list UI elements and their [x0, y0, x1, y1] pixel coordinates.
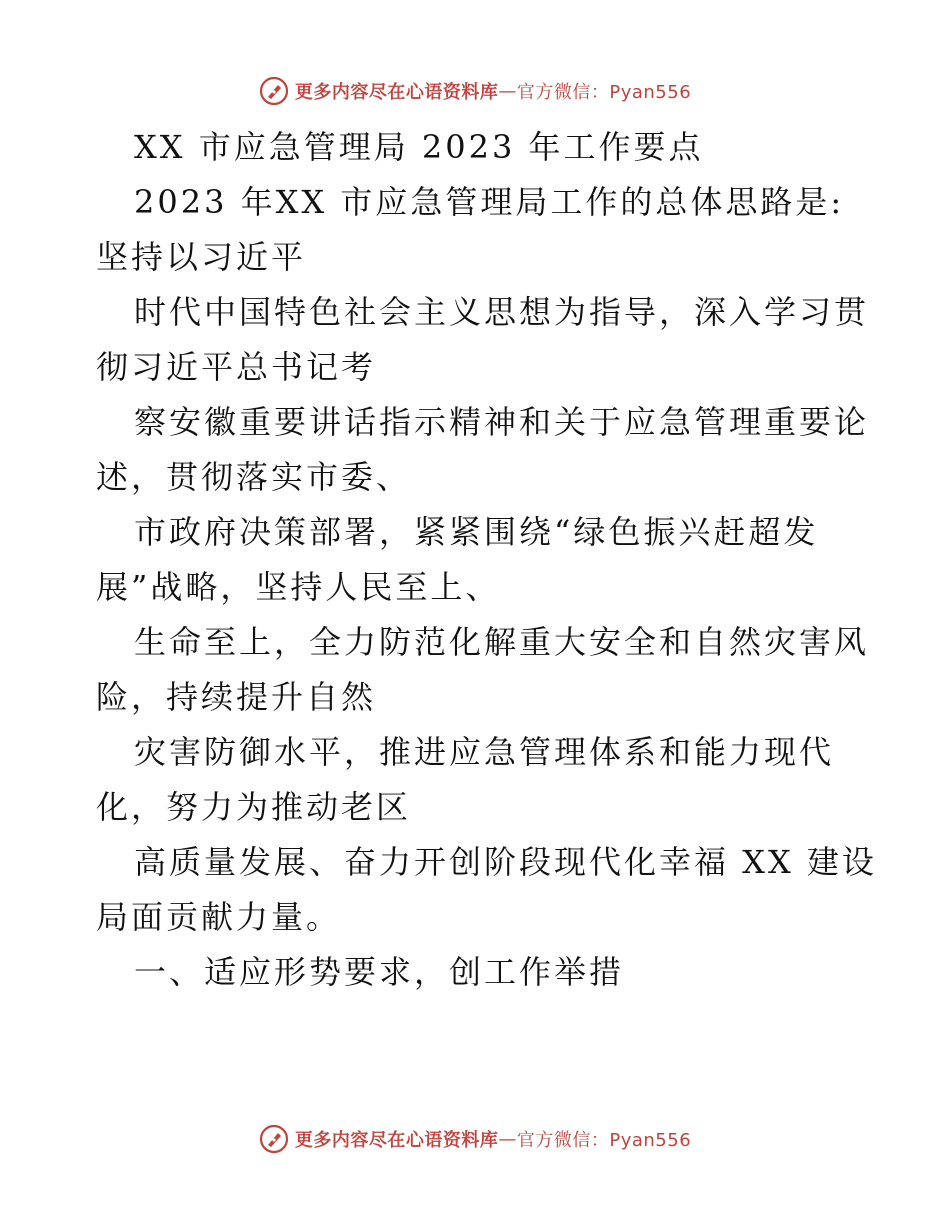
watermark-separator: — — [498, 1128, 517, 1150]
watermark-text: 更多内容尽在心语资料库 — [294, 1130, 499, 1151]
footer-watermark — [0, 1124, 950, 1154]
paragraph-line: 化，努力为推动老区 — [96, 788, 412, 826]
paragraph-line: 展”战略，坚持人民至上、 — [96, 568, 501, 606]
paragraph-line: 坚持以习近平 — [96, 238, 307, 276]
section-heading: 一、适应形势要求，创工作举措 — [134, 953, 625, 991]
paragraph-line: 彻习近平总书记考 — [96, 348, 377, 386]
watermark-contact: 官方微信：Pyan556 — [516, 82, 692, 103]
paragraph-line: 险，持续提升自然 — [96, 678, 377, 716]
watermark-separator: — — [498, 80, 517, 102]
paragraph-line: 灾害防御水平，推进应急管理体系和能力现代 — [134, 733, 835, 771]
paragraph-line: 时代中国特色社会主义思想为指导，深入学习贯 — [134, 293, 870, 331]
watermark-text: 更多内容尽在心语资料库 — [294, 82, 499, 103]
pen-nib-circle-icon — [259, 1124, 289, 1154]
paragraph-line: 察安徽重要讲话指示精神和关于应急管理重要论 — [134, 403, 870, 441]
paragraph-line: 高质量发展、奋力开创阶段现代化幸福 XX 建设 — [134, 843, 877, 881]
paragraph-line: 生命至上，全力防范化解重大安全和自然灾害风 — [134, 623, 870, 661]
watermark-contact: 官方微信：Pyan556 — [516, 1130, 692, 1151]
paragraph-line: 局面贡献力量。 — [96, 898, 342, 936]
paragraph-line: 述，贯彻落实市委、 — [96, 458, 412, 496]
paragraph-line: 2023 年XX 市应急管理局工作的总体思路是: — [134, 183, 845, 221]
header-watermark — [0, 76, 950, 106]
pen-nib-circle-icon — [259, 76, 289, 106]
paragraph-line: 市政府决策部署，紧紧围绕“绿色振兴赶超发 — [134, 513, 819, 551]
document-title: XX 市应急管理局 2023 年工作要点 — [134, 128, 704, 166]
document-body — [96, 120, 877, 1000]
